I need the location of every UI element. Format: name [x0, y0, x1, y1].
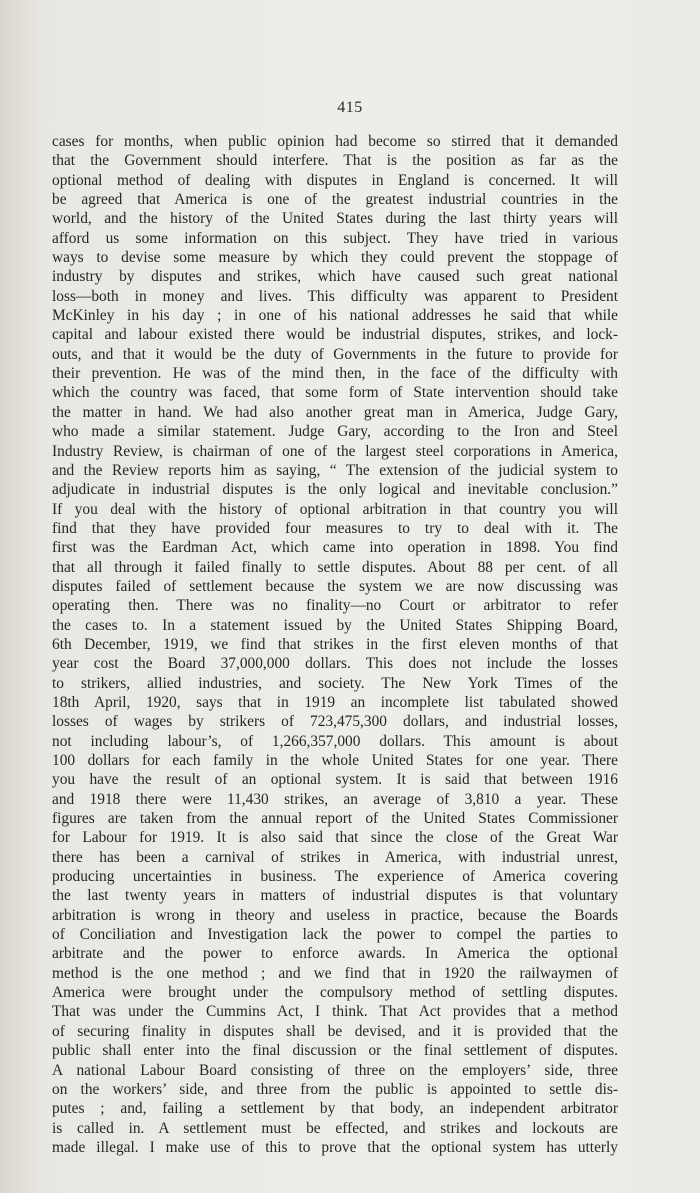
text-line: on the workers’ side, and three from the public is appointed to settle dis- — [52, 1080, 618, 1098]
text-line: the matter in hand. We had also another great man in America, Judge Gary, — [52, 403, 618, 421]
text-line: year cost the Board 37,000,000 dollars. This does not include the losses — [52, 655, 618, 673]
text-line: putes ; and, failing a settlement by that body, an independent arbitrator — [52, 1100, 618, 1118]
text-line: Industry Review, is chairman of one of the largest steel corporations in America, — [52, 442, 618, 460]
text-line: McKinley in his day ; in one of his national addresses he said that while — [52, 307, 618, 325]
text-line: made illegal. I make use of this to prove that the optional system has utterly — [52, 1138, 618, 1156]
text-line: who made a similar statement. Judge Gary, according to the Iron and Steel — [52, 423, 618, 441]
text-line: arbitration is wrong in theory and useless in practice, because the Boards — [52, 906, 618, 924]
text-line: adjudicate in industrial disputes is the only logical and inevitable conclusion.” — [52, 481, 618, 499]
text-line: public shall enter into the final discussion or the final settlement of disputes. — [52, 1042, 618, 1060]
text-line: be agreed that America is one of the greatest industrial countries in the — [52, 191, 618, 209]
text-line: figures are taken from the annual report of the United States Commissioner — [52, 810, 618, 828]
text-line: for Labour for 1919. It is also said that since the close of the Great War — [52, 829, 618, 847]
text-line: capital and labour existed there would be industrial disputes, strikes, and lock- — [52, 326, 618, 344]
text-line: 100 dollars for each family in the whole United States for one year. There — [52, 752, 618, 769]
body-text — [52, 132, 618, 1157]
text-line: optional method of dealing with disputes in England is concerned. It will — [52, 171, 618, 189]
text-line: of securing finality in disputes shall be devised, and it is provided that the — [52, 1022, 618, 1040]
text-line: industry by disputes and strikes, which have caused such great national — [52, 268, 618, 286]
text-line: that all through it failed finally to settle disputes. About 88 per cent. of all — [52, 558, 618, 576]
text-line: losses of wages by strikers of 723,475,300 dollars, and industrial losses, — [52, 713, 618, 731]
text-line: America were brought under the compulsory method of settling disputes. — [52, 984, 618, 1002]
text-line: there has been a carnival of strikes in America, with industrial unrest, — [52, 848, 618, 866]
text-line: that the Government should interfere. That is the position as far as the — [52, 152, 618, 170]
text-line: That was under the Cummins Act, I think. That Act provides that a method — [52, 1003, 618, 1021]
text-line: afford us some information on this subject. They have tried in various — [52, 229, 618, 247]
text-line: arbitrate and the power to enforce awards. In America the optional — [52, 945, 618, 963]
text-line: is called in. A settlement must be effected, and strikes and lockouts are — [52, 1119, 618, 1137]
text-line: which the country was faced, that some form of State intervention should take — [52, 384, 618, 402]
text-line: ways to devise some measure by which they could prevent the stoppage of — [52, 249, 618, 267]
text-line: disputes failed of settlement because the system we are now discussing was — [52, 577, 618, 595]
text-line: find that they have provided four measures to try to deal with it. The — [52, 519, 618, 537]
text-line: outs, and that it would be the duty of Governments in the future to provide for — [52, 345, 618, 363]
text-line: 18th April, 1920, says that in 1919 an incomplete list tabulated showed — [52, 693, 618, 711]
text-line: their prevention. He was of the mind then, in the face of the difficulty with — [52, 365, 618, 383]
text-line: first was the Eardman Act, which came into operation in 1898. You find — [52, 539, 618, 557]
text-line: world, and the history of the United States during the last thirty years will — [52, 210, 618, 228]
text-line: and 1918 there were 11,430 strikes, an average of 3,810 a year. These — [52, 790, 618, 808]
text-line: A national Labour Board consisting of three on the employers’ side, three — [52, 1061, 618, 1079]
text-line: you have the result of an optional system. It is said that between 1916 — [52, 771, 618, 789]
text-line: If you deal with the history of optional arbitration in that country you will — [52, 500, 618, 518]
text-line: producing uncertainties in business. The experience of America covering — [52, 868, 618, 886]
text-line: 6th December, 1919, we find that strikes in the first eleven months of that — [52, 635, 618, 653]
text-line: the last twenty years in matters of industrial disputes is that voluntary — [52, 887, 618, 905]
text-line: and the Review reports him as saying, “ The extension of the judicial system to — [52, 461, 618, 479]
text-line: cases for months, when public opinion had become so stirred that it demanded — [52, 133, 618, 150]
text-line: to strikers, allied industries, and society. The New York Times of the — [52, 674, 618, 692]
text-line: method is the one method ; and we find that in 1920 the railwaymen of — [52, 964, 618, 982]
text-line: the cases to. In a statement issued by the United States Shipping Board, — [52, 616, 618, 634]
text-line: of Conciliation and Investigation lack the power to compel the parties to — [52, 926, 618, 944]
page-number: 415 — [337, 99, 363, 116]
text-line: not including labour’s, of 1,266,357,000 dollars. This amount is about — [52, 732, 618, 750]
text-line: loss—both in money and lives. This difficulty was apparent to President — [52, 287, 618, 305]
text-line: operating then. There was no finality—no Court or arbitrator to refer — [52, 597, 618, 615]
